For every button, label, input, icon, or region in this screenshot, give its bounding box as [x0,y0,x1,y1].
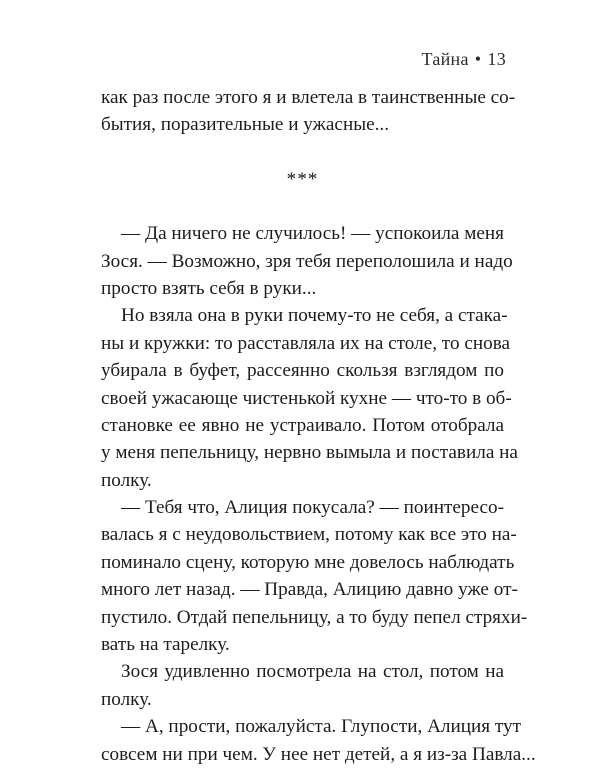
text-line: поминало сцену, которую мне довелось наблюдать [101,551,515,573]
text-line: — А, прости, пожалуйста. Глупости, Алиция тут [121,716,522,738]
text-line: у меня пепельницу, нервно вымыла и поставила на [101,442,518,464]
header-separator: • [474,49,482,69]
text-line: много лет назад. — Правда, Алицию давно уже от- [101,579,518,601]
text-line: совсем ни при чем. У нее нет детей, а я из-за Павла... [101,743,536,765]
text-line: — Тебя что, Алиция покусала? — поинтересо- [121,497,504,519]
text-line: Зося. — Возможно, зря тебя переполошила и надо [101,250,513,272]
text-line: вать на тарелку. [101,634,230,656]
text-line: пустило. Отдай пепельницу, а то буду пепел стряхи- [101,606,528,628]
text-line: своей ужасающе чистенькой кухне — что-то в об- [101,387,512,409]
running-header [421,49,506,70]
paragraph [101,713,536,768]
paragraph [101,220,513,302]
body-text [101,84,536,768]
text-line: как раз после этого я и влетела в таинственные со- [101,87,516,108]
text-line: Но взяла она в руки почему-то не себя, а стака- [121,305,508,327]
text-line: — Да ничего не случилось! — успокоила меня [121,223,504,245]
section-break: *** [286,168,319,190]
paragraph [101,658,504,713]
chapter-title: Тайна [421,49,469,69]
text-line: валась я с неудовольствием, потому как все это на- [101,524,517,546]
page-number: 13 [487,49,506,69]
text-line: бытия, поразительные и ужасные... [101,114,390,136]
text-line: полку. [101,469,152,491]
text-line: полку. [101,688,152,710]
paragraph [101,494,528,658]
text-line: убирала в буфет, рассеянно скользя взглядом по [101,360,504,382]
text-line: становке ее явно не устраивало. Потом отобрала [101,414,504,436]
text-line: ны и кружки: то расставляла их на столе, то снова [101,332,511,354]
text-line: просто взять себя в руки... [101,277,317,299]
text-line: Зося удивленно посмотрела на стол, потом на [121,661,504,683]
paragraph [101,302,518,494]
